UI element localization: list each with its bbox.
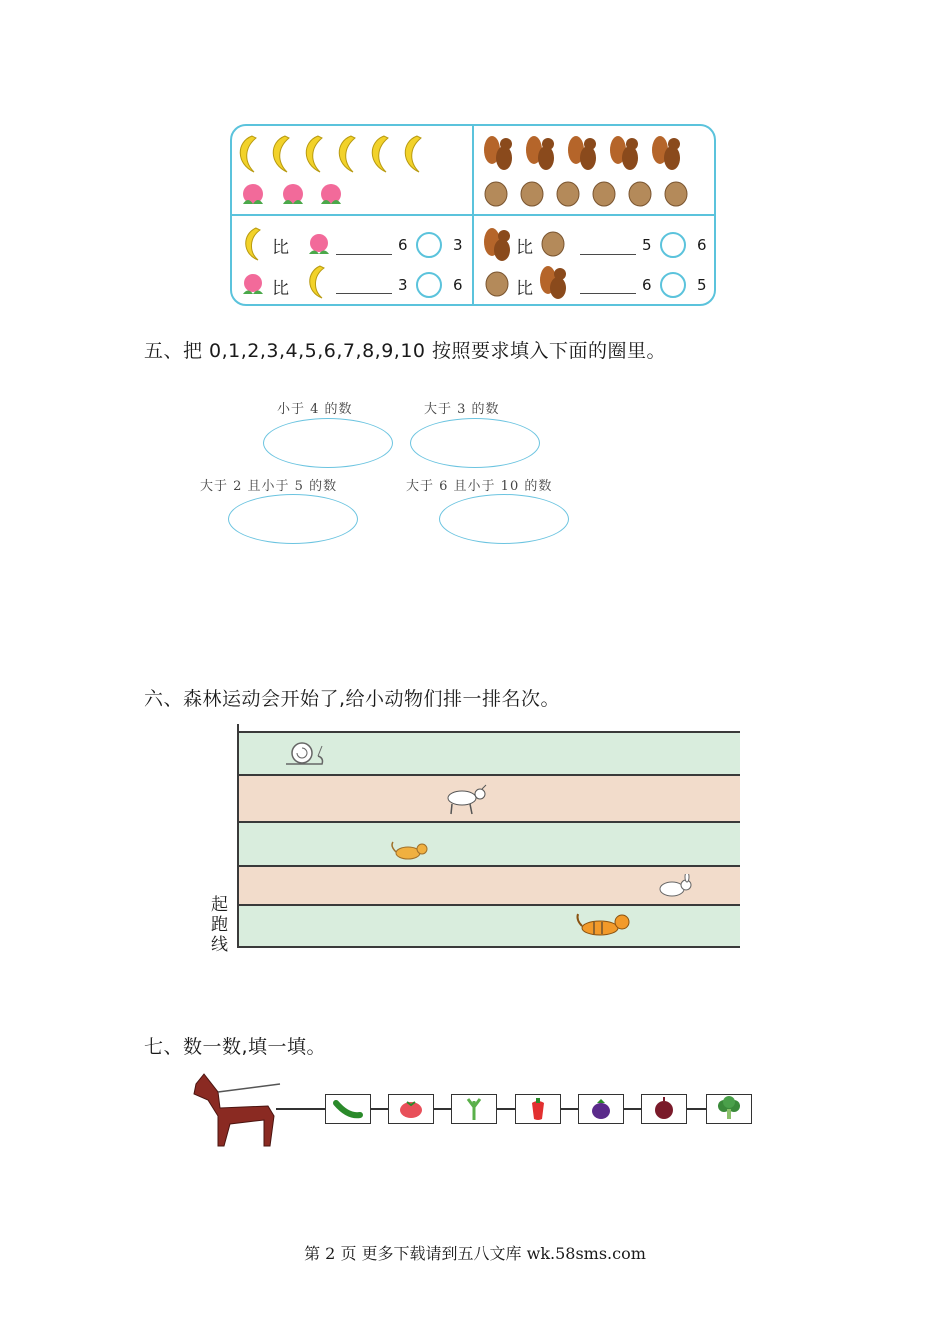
section6-heading: 六、森林运动会开始了,给小动物们排一排名次。 bbox=[144, 688, 561, 710]
lane-line bbox=[238, 774, 740, 776]
veg-cart bbox=[515, 1094, 561, 1124]
banana-icon bbox=[240, 136, 256, 172]
pinecone-icon bbox=[484, 270, 510, 298]
compare-circle[interactable] bbox=[416, 232, 442, 258]
snail-icon bbox=[284, 740, 326, 768]
compare-word: 比 bbox=[516, 238, 533, 258]
squirrel-icon bbox=[484, 136, 512, 170]
banana-icon bbox=[306, 136, 322, 172]
pinecone-icon bbox=[521, 182, 543, 206]
rope bbox=[434, 1108, 451, 1110]
lane-line bbox=[238, 865, 740, 867]
compare-circle[interactable] bbox=[660, 232, 686, 258]
answer-ellipse[interactable] bbox=[228, 494, 358, 544]
answer-blank[interactable] bbox=[580, 254, 636, 255]
banana-icon bbox=[372, 136, 388, 172]
lane-line bbox=[238, 731, 740, 733]
answer-blank[interactable] bbox=[580, 293, 636, 294]
veg-cart bbox=[388, 1094, 434, 1124]
peach-icon bbox=[306, 232, 332, 256]
compare-word: 比 bbox=[516, 279, 533, 299]
start-line-label: 起 跑 线 bbox=[211, 895, 228, 955]
number-label: 3 bbox=[398, 276, 408, 294]
answer-blank[interactable] bbox=[336, 254, 392, 255]
squirrel-icon bbox=[482, 226, 514, 262]
race-lane bbox=[238, 905, 740, 948]
panel-divider-horizontal bbox=[230, 214, 716, 216]
veg-cart bbox=[578, 1094, 624, 1124]
number-label: 5 bbox=[642, 236, 652, 254]
goat-icon bbox=[442, 784, 490, 816]
ellipse-label: 大于 3 的数 bbox=[424, 402, 500, 417]
number-label: 6 bbox=[453, 276, 463, 294]
lane-line bbox=[238, 904, 740, 906]
rope bbox=[276, 1108, 326, 1110]
tomato-icon bbox=[389, 1095, 432, 1122]
start-line bbox=[237, 724, 239, 948]
ellipse-label: 大于 2 且小于 5 的数 bbox=[200, 479, 338, 494]
compare-word: 比 bbox=[272, 238, 289, 258]
rope bbox=[687, 1108, 706, 1110]
compare-word: 比 bbox=[272, 279, 289, 299]
number-label: 5 bbox=[697, 276, 707, 294]
page-footer: 第 2 页 更多下载请到五八文库 wk.58sms.com bbox=[304, 1244, 646, 1263]
pinecone-icon bbox=[557, 182, 579, 206]
ellipse-label: 小于 4 的数 bbox=[277, 402, 353, 417]
squirrel-icon bbox=[610, 136, 638, 170]
bananas-group bbox=[232, 132, 432, 176]
banana-icon bbox=[273, 136, 289, 172]
tiger-icon bbox=[574, 910, 634, 944]
lane-line bbox=[238, 946, 740, 948]
rope bbox=[561, 1108, 578, 1110]
race-lane bbox=[238, 822, 740, 866]
number-label: 6 bbox=[398, 236, 408, 254]
banana-icon bbox=[405, 136, 421, 172]
cucumber-icon bbox=[326, 1095, 369, 1122]
number-label: 6 bbox=[642, 276, 652, 294]
answer-ellipse[interactable] bbox=[263, 418, 393, 468]
horse-icon bbox=[190, 1070, 290, 1150]
banana-icon bbox=[304, 264, 330, 300]
pepper-icon bbox=[516, 1095, 559, 1122]
veg-cart bbox=[325, 1094, 371, 1124]
onion-icon bbox=[642, 1095, 685, 1122]
banana-icon bbox=[240, 226, 266, 262]
squirrel-icon bbox=[568, 136, 596, 170]
banana-icon bbox=[339, 136, 355, 172]
squirrel-icon bbox=[526, 136, 554, 170]
answer-ellipse[interactable] bbox=[410, 418, 540, 468]
pinecone-icon bbox=[665, 182, 687, 206]
squirrels-group bbox=[482, 132, 692, 176]
pinecone-icon bbox=[540, 230, 566, 258]
rabbit-icon bbox=[656, 874, 696, 900]
veg-cart bbox=[641, 1094, 687, 1124]
squirrel-icon bbox=[652, 136, 680, 170]
rope bbox=[371, 1108, 388, 1110]
pinecones-group bbox=[484, 178, 694, 210]
section7-heading: 七、数一数,填一填。 bbox=[144, 1036, 327, 1058]
squirrel-icon bbox=[538, 264, 570, 300]
rope bbox=[497, 1108, 515, 1110]
cat-icon bbox=[390, 840, 430, 864]
ellipse-label: 大于 6 且小于 10 的数 bbox=[406, 479, 553, 494]
veg-cart bbox=[451, 1094, 497, 1124]
answer-blank[interactable] bbox=[336, 293, 392, 294]
compare-circle[interactable] bbox=[416, 272, 442, 298]
pinecone-icon bbox=[485, 182, 507, 206]
veg-cart bbox=[706, 1094, 752, 1124]
section5-heading: 五、把 0,1,2,3,4,5,6,7,8,9,10 按照要求填入下面的圈里。 bbox=[144, 340, 667, 362]
eggplant-icon bbox=[579, 1095, 622, 1122]
number-label: 3 bbox=[453, 236, 463, 254]
answer-ellipse[interactable] bbox=[439, 494, 569, 544]
rope bbox=[624, 1108, 641, 1110]
pinecone-icon bbox=[629, 182, 651, 206]
broccoli-icon bbox=[707, 1095, 750, 1122]
peaches-group bbox=[238, 180, 348, 210]
celery-icon bbox=[452, 1095, 495, 1122]
number-label: 6 bbox=[697, 236, 707, 254]
pinecone-icon bbox=[593, 182, 615, 206]
compare-circle[interactable] bbox=[660, 272, 686, 298]
peach-icon bbox=[240, 272, 266, 296]
lane-line bbox=[238, 821, 740, 823]
